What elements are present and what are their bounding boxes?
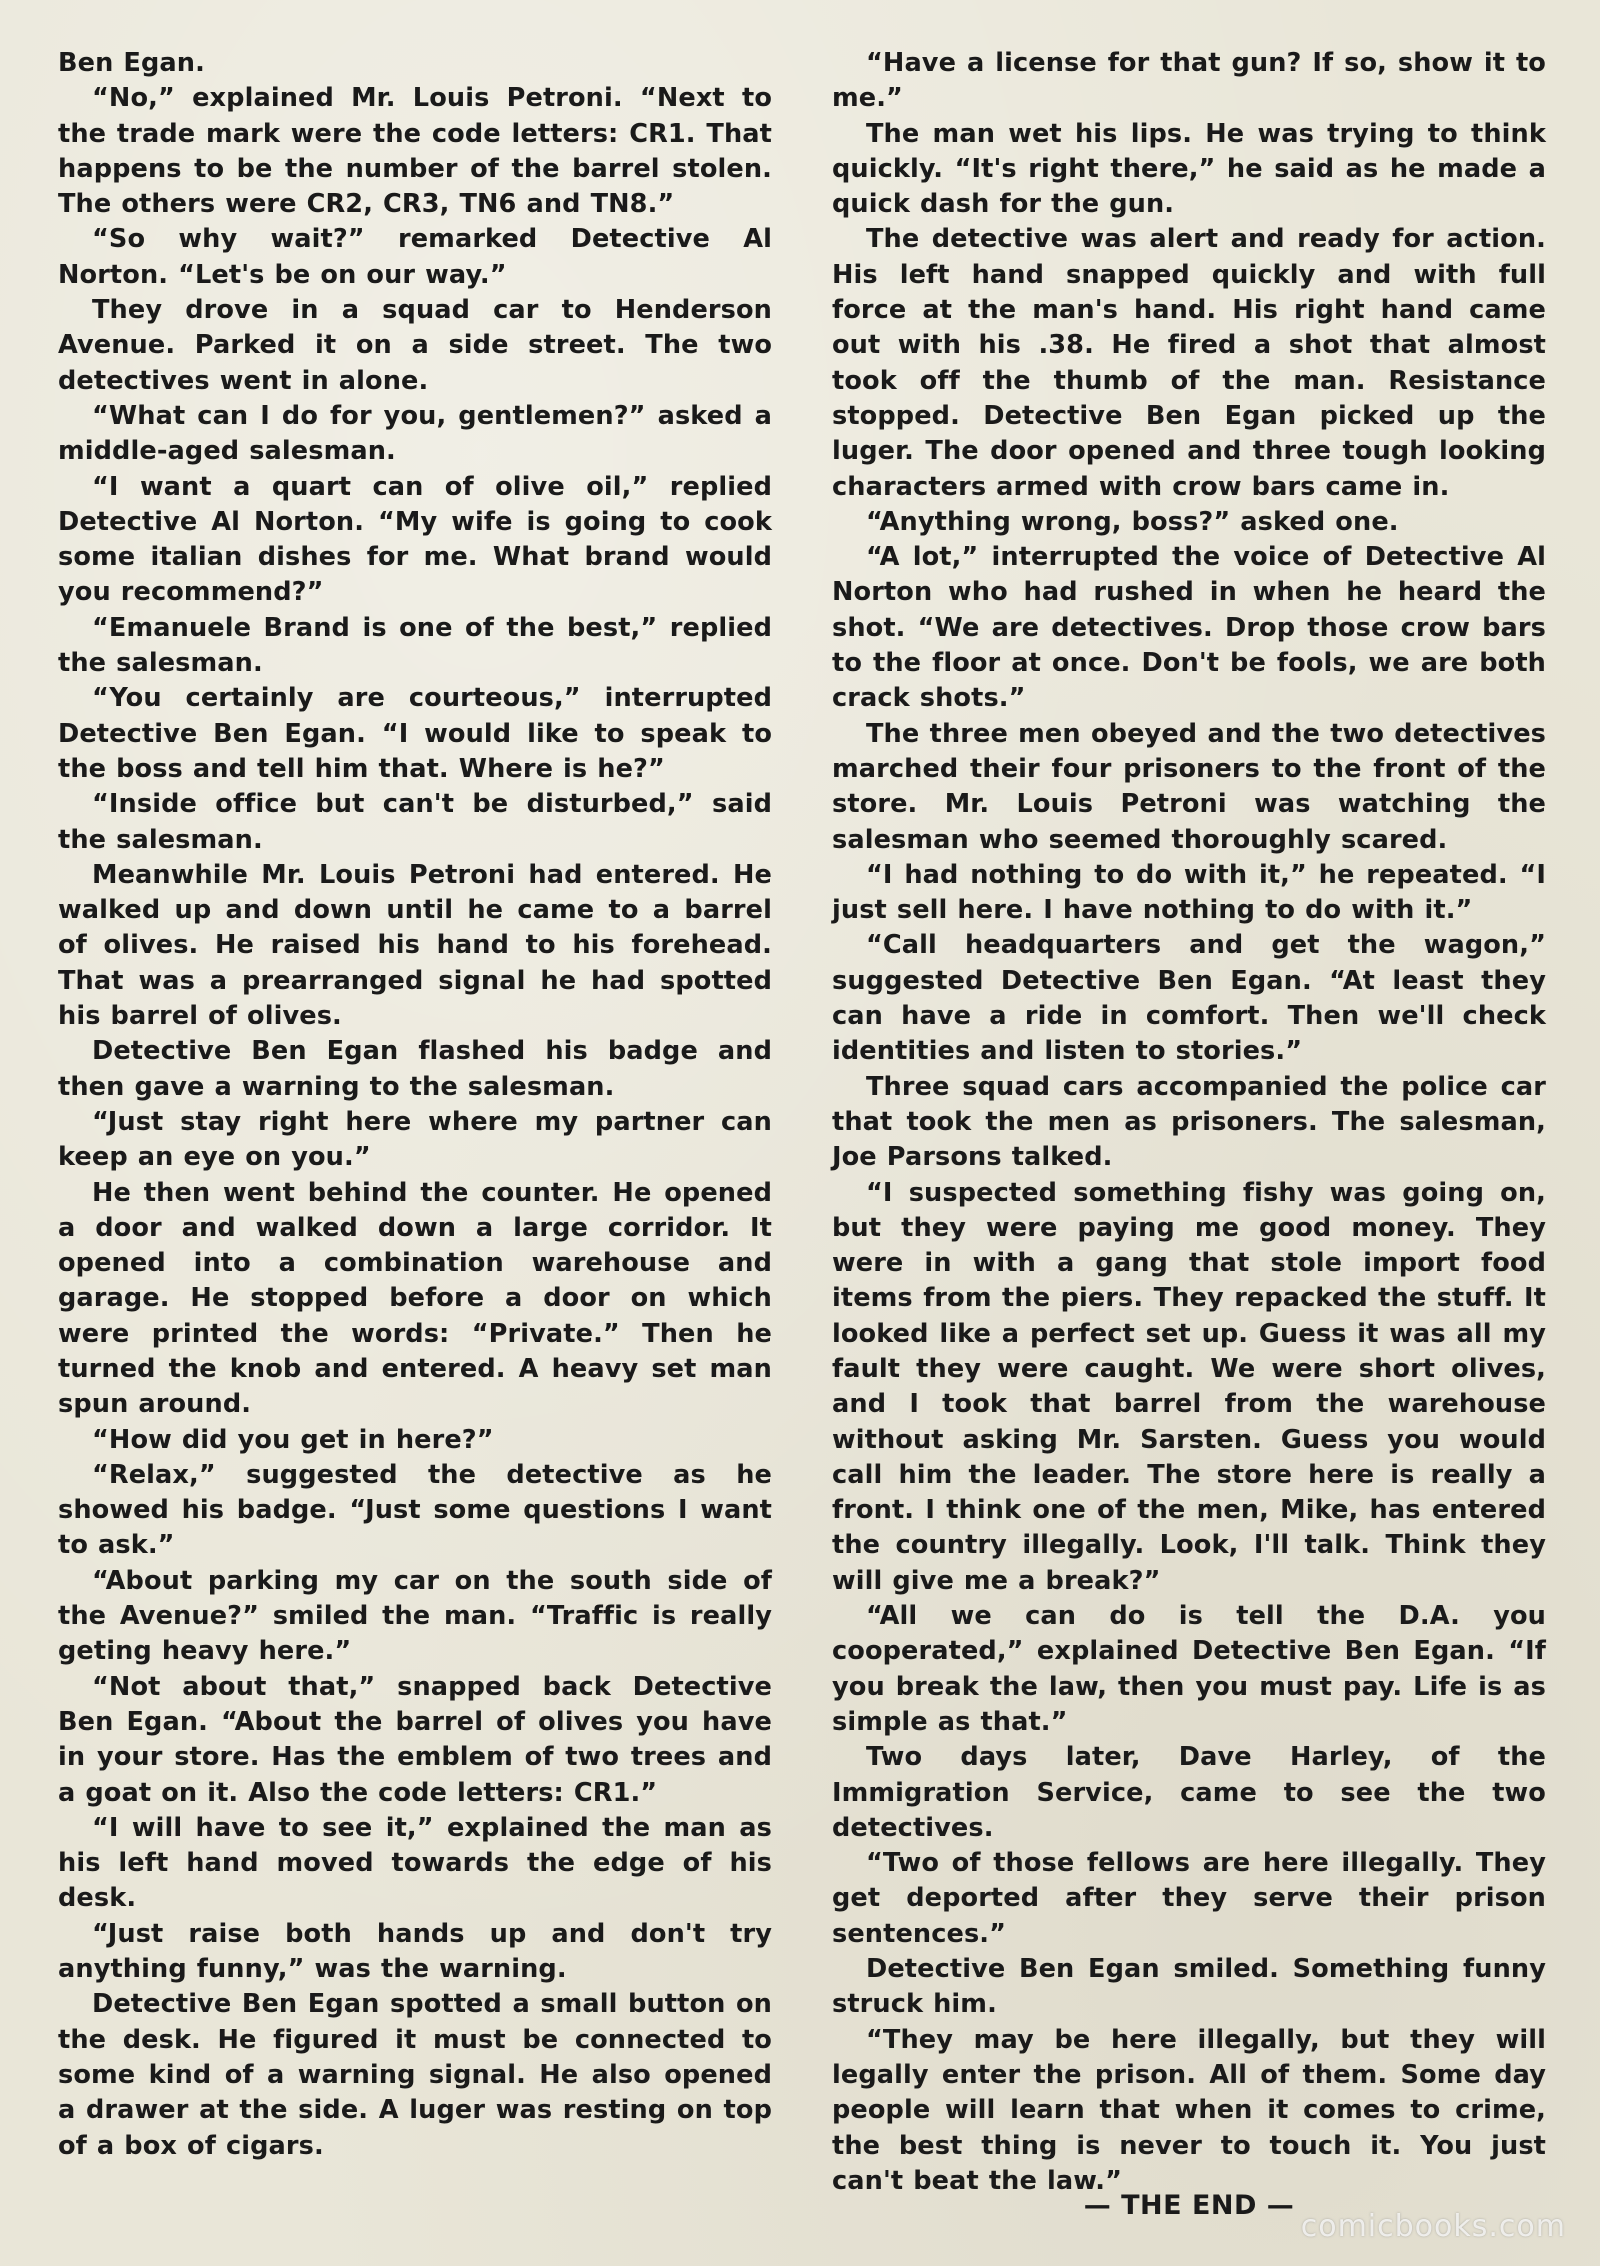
paragraph: “I will have to see it,” explained the man as his left hand moved towards the edge of his desk.: [58, 1812, 772, 1914]
left-text-column: [58, 46, 772, 2164]
paragraph: He then went behind the counter. He opened a door and walked down a large corridor. It opened into a combination warehouse and garage. He stopped before a door on which were printed the words: “Private.” Then he turned the knob and entered. A heavy set man spun around.: [58, 1177, 772, 1420]
paragraph: “About parking my car on the south side of the Avenue?” smiled the man. “Traffic is really geting heavy here.”: [58, 1565, 772, 1667]
paragraph: “Emanuele Brand is one of the best,” replied the salesman.: [58, 612, 772, 679]
the-end-label: — THE END —: [1083, 2190, 1295, 2221]
paragraph: “I want a quart can of olive oil,” replied Detective Al Norton. “My wife is going to cook some italian dishes for me. What brand would you recommend?”: [58, 471, 772, 608]
right-text-column: [832, 46, 1546, 2199]
paragraph: They drove in a squad car to Henderson Avenue. Parked it on a side street. The two detectives went in alone.: [58, 295, 772, 396]
paragraph: Detective Ben Egan flashed his badge and then gave a warning to the salesman.: [58, 1036, 772, 1102]
paragraph: “Just stay right here where my partner can keep an eye on you.”: [58, 1106, 772, 1173]
paragraph: Detective Ben Egan smiled. Something funny struck him.: [832, 1954, 1546, 2020]
paragraph: “I suspected something fishy was going on, but they were paying me good money. They were in with a gang that stole import food items from the piers. They repacked the stuff. It looked like a perfect set up. Guess it was all my fault they were caught. We were short olives, and I took that barrel from the warehouse without asking Mr. Sarsten. Guess you would call him the leader. The store here is really a front. I think one of the men, Mike, has entered the country illegally. Look, I'll talk. Think they will give me a break?”: [832, 1177, 1546, 1596]
paragraph: “Two of those fellows are here illegally. They get deported after they serve their prison sentences.”: [832, 1848, 1546, 1949]
paragraph: “All we can do is tell the D.A. you cooperated,” explained Detective Ben Egan. “If you break the law, then you must pay. Life is as simple as that.”: [832, 1601, 1546, 1737]
paragraph: “So why wait?” remarked Detective Al Norton. “Let's be on our way.”: [58, 224, 772, 290]
paragraph: “No,” explained Mr. Louis Petroni. “Next to the trade mark were the code letters: CR1. That happens to be the number of the barrel stolen. The others were CR2, CR3, TN6 and TN8.”: [58, 83, 772, 220]
paragraph: Ben Egan.: [58, 48, 205, 78]
paragraph: Detective Ben Egan spotted a small button on the desk. He figured it must be connected to some kind of a warning signal. He also opened a drawer at the side. A luger was resting on top of a box of cigars.: [58, 1989, 772, 2161]
paragraph: “I had nothing to do with it,” he repeated. “I just sell here. I have nothing to do with it.”: [832, 859, 1546, 926]
paragraph: The detective was alert and ready for action. His left hand snapped quickly and with full force at the man's hand. His right hand came out with his .38. He fired a shot that almost took off the thumb of the man. Resistance stopped. Detective Ben Egan picked up the luger. The door opened and three tough looking characters armed with crow bars came in.: [832, 224, 1546, 502]
paragraph: “Just raise both hands up and don't try anything funny,” was the warning.: [58, 1918, 772, 1985]
paragraph: The man wet his lips. He was trying to think quickly. “It's right there,” he said as he made a quick dash for the gun.: [832, 118, 1546, 220]
paragraph: “How did you get in here?”: [92, 1424, 494, 1455]
paragraph: Meanwhile Mr. Louis Petroni had entered. He walked up and down until he came to a barrel of olives. He raised his hand to his forehead. That was a prearranged signal he had spotted his barrel of olives.: [58, 859, 772, 1032]
paragraph: Two days later, Dave Harley, of the Immigration Service, came to see the two detectives.: [832, 1742, 1546, 1843]
site-watermark: comicbooks.com: [1300, 2209, 1566, 2244]
paragraph: “Inside office but can't be disturbed,” said the salesman.: [58, 789, 772, 855]
paragraph: Three squad cars accompanied the police car that took the men as prisoners. The salesman, Joe Parsons talked.: [832, 1071, 1546, 1173]
paragraph: “What can I do for you, gentlemen?” asked a middle-aged salesman.: [58, 400, 772, 467]
paragraph: “A lot,” interrupted the voice of Detective Al Norton who had rushed in when he heard the shot. “We are detectives. Drop those crow bars to the floor at once. Don't be fools, we are both crack shots.”: [832, 542, 1546, 714]
paragraph: “You certainly are courteous,” interrupted Detective Ben Egan. “I would like to speak to the boss and tell him that. Where is he?”: [58, 683, 772, 784]
paragraph: “Anything wrong, boss?” asked one.: [866, 506, 1399, 537]
paragraph: The three men obeyed and the two detectives marched their four prisoners to the front of the store. Mr. Louis Petroni was watching the salesman who seemed thoroughly scared.: [832, 718, 1546, 855]
paragraph: “Not about that,” snapped back Detective Ben Egan. “About the barrel of olives you have in your store. Has the emblem of two trees and a goat on it. Also the code letters: CR1.”: [58, 1671, 772, 1808]
paragraph: “Call headquarters and get the wagon,” suggested Detective Ben Egan. “At least they can have a ride in comfort. Then we'll check identities and listen to stories.”: [832, 930, 1546, 1067]
paragraph: “Relax,” suggested the detective as he showed his badge. “Just some questions I want to ask.”: [58, 1459, 772, 1561]
paragraph: “They may be here illegally, but they will legally enter the prison. All of them. Some day people will learn that when it comes to crime, the best thing is never to touch it. You just can't beat the law.”: [832, 2024, 1546, 2196]
paragraph: “Have a license for that gun? If so, show it to me.”: [832, 48, 1546, 114]
